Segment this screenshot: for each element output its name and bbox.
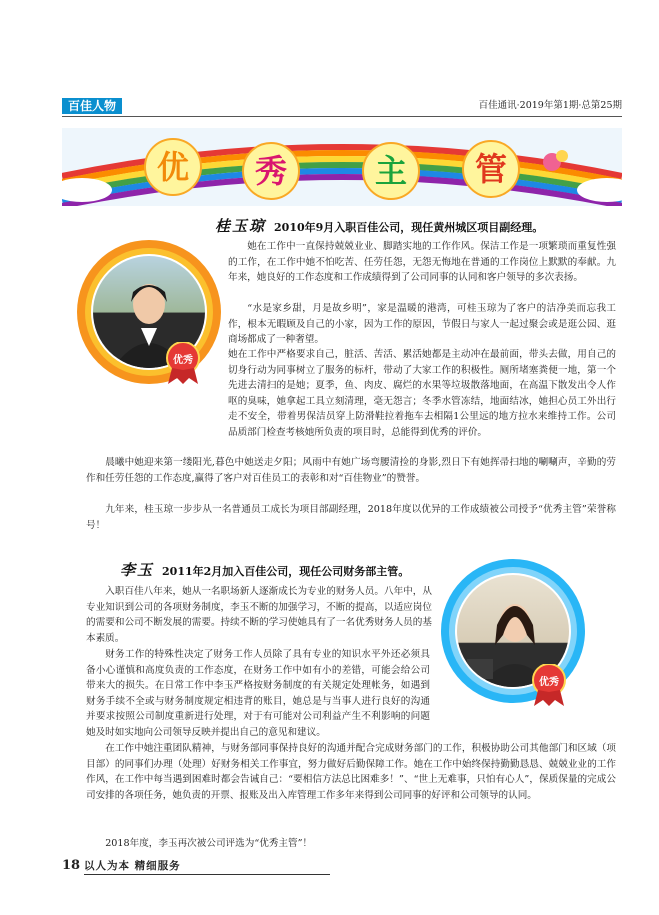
person2-name: 李玉: [120, 561, 155, 579]
person1-paragraph-4: 晨曦中她迎来第一缕阳光,暮色中她送走夕阳；风雨中有她广场弯腰清捡的身影,烈日下有她挥帚扫地的唰唰声，辛勤的劳作和任劳任怨的工作态度,赢得了客户对百佳员工的表彰和对“百佳物业”的赞誉。: [86, 457, 616, 484]
person1-intro: 2010年9月入职百佳公司，现任黄州城区项目副经理。: [274, 221, 544, 234]
person2-paragraph-2: 财务工作的特殊性决定了财务工作人员除了具有专业的知识水平外还必须具备小心谨慎和高度负责的工作态度，在财务工作中如有小的差错，可能会给公司带来大的损失。在日常工作中李玉严格按财务制度的有关规定处理帐务，如遇到财务手续不全或与财务制度规定相违背的账目，她总是与当事人进行良好的沟通并要求按照公司制度重新进行处理，对于有可能对公司利益产生不利影响的问题她及时如实地向公司领导反映并提出自己的意见和建议。: [86, 649, 430, 738]
person2-badge-text: 优秀: [539, 677, 559, 688]
header-divider: [62, 116, 622, 117]
banner-char-2: 秀: [242, 142, 300, 200]
person2-intro: 2011年2月加入百佳公司，现任公司财务部主管。: [162, 565, 410, 578]
person1-paragraph-1: 她在工作中一直保持兢兢业业、脚踏实地的工作作风。保洁工作是一项繁琐而重复性强的工作，在工作中她不怕吃苦、任劳任怨，无怨无悔地在普通的工作岗位上默默的奉献。九年来，她良好的工作态度和工作成绩得到了公司同事的认同和客户领导的多次表扬。: [228, 241, 616, 283]
page-header: [62, 98, 622, 114]
banner-char-3: 主: [362, 142, 420, 200]
issue-info: 百佳通讯·2019年第1期·总第25期: [478, 100, 622, 111]
banner-char-4: 管: [462, 140, 520, 198]
person1-paragraph-5: 九年来，桂玉琼一步步从一名普通员工成长为项目部副经理，2018年度以优异的工作成绩被公司授予“优秀主管”荣誉称号！: [86, 504, 616, 531]
footer-divider: [84, 874, 330, 875]
section-brand-tag: 百佳人物: [62, 98, 122, 114]
person2-paragraph-3: 在工作中她注重团队精神，与财务部同事保持良好的沟通并配合完成财务部门的工作，积极协助公司其他部门和区域（项目部）的同事们办理（处理）好财务相关工作事宜，努力做好后勤保障工作。她在工作中始终保持勤勤恳恳、兢兢业业的工作作风，在工作中每当遇到困难时都会告诫自己：“要相信方法总比困难多！”、“世上无难事，只怕有心人”，保质保量的完成公司安排的各项任务，她负责的开票、报账及出入库管理工作多年来得到公司同事的好评和公司领导的认同。: [86, 743, 616, 801]
person1-paragraph-3: 她在工作中严格要求自己，脏活、苦活、累活她都是主动冲在最前面，带头去做，用自己的切身行动为同事树立了服务的标杆，带动了大家工作的积极性。厕所堵塞粪便一地，第一个先进去清扫的是她；夏季，鱼、肉皮、腐烂的水果等垃圾散落地面，在高温下散发出令人作呕的臭味，她拿起工具立刻清理，毫无怨言；冬季水管冻结，地面结冰，她担心员工外出行走不安全，带着男保洁员穿上防滑鞋拉着拖车去相隔1公里远的地方拉水来维持工作。公司品质部门检查考核她所负责的项目时，总能得到优秀的评价。: [228, 349, 616, 438]
person2-paragraph-1: 入职百佳八年来，她从一名职场新人逐渐成长为专业的财务人员。八年中，从专业知识到公司的各项财务制度，李玉不断的加强学习，不断的提高，以适应岗位的需要和公司不断发展的需要。持续不断的学习使她具有了一名优秀财务人员的基本素质。: [86, 586, 432, 644]
footer-slogan: 以人为本 精细服务: [84, 860, 181, 872]
page-number: 18: [62, 858, 81, 873]
person1-badge-text: 优秀: [173, 355, 193, 366]
person2-heading: [120, 563, 450, 579]
person1-heading: [215, 219, 615, 235]
title-banner: [62, 128, 622, 206]
person1-name: 桂玉琼: [215, 217, 267, 235]
person1-paragraph-2: “水是家乡甜，月是故乡明”，家是温暖的港湾，可桂玉琼为了客户的洁净美而忘我工作，根本无暇顾及自己的小家，因为工作的原因，节假日与家人一起过聚会或是逛公园、逛商场都成了一种奢望。: [228, 303, 616, 345]
page-footer: [62, 857, 332, 875]
banner-char-1: 优: [144, 138, 202, 196]
person2-paragraph-4: 2018年度，李玉再次被公司评选为“优秀主管”！: [105, 838, 313, 849]
